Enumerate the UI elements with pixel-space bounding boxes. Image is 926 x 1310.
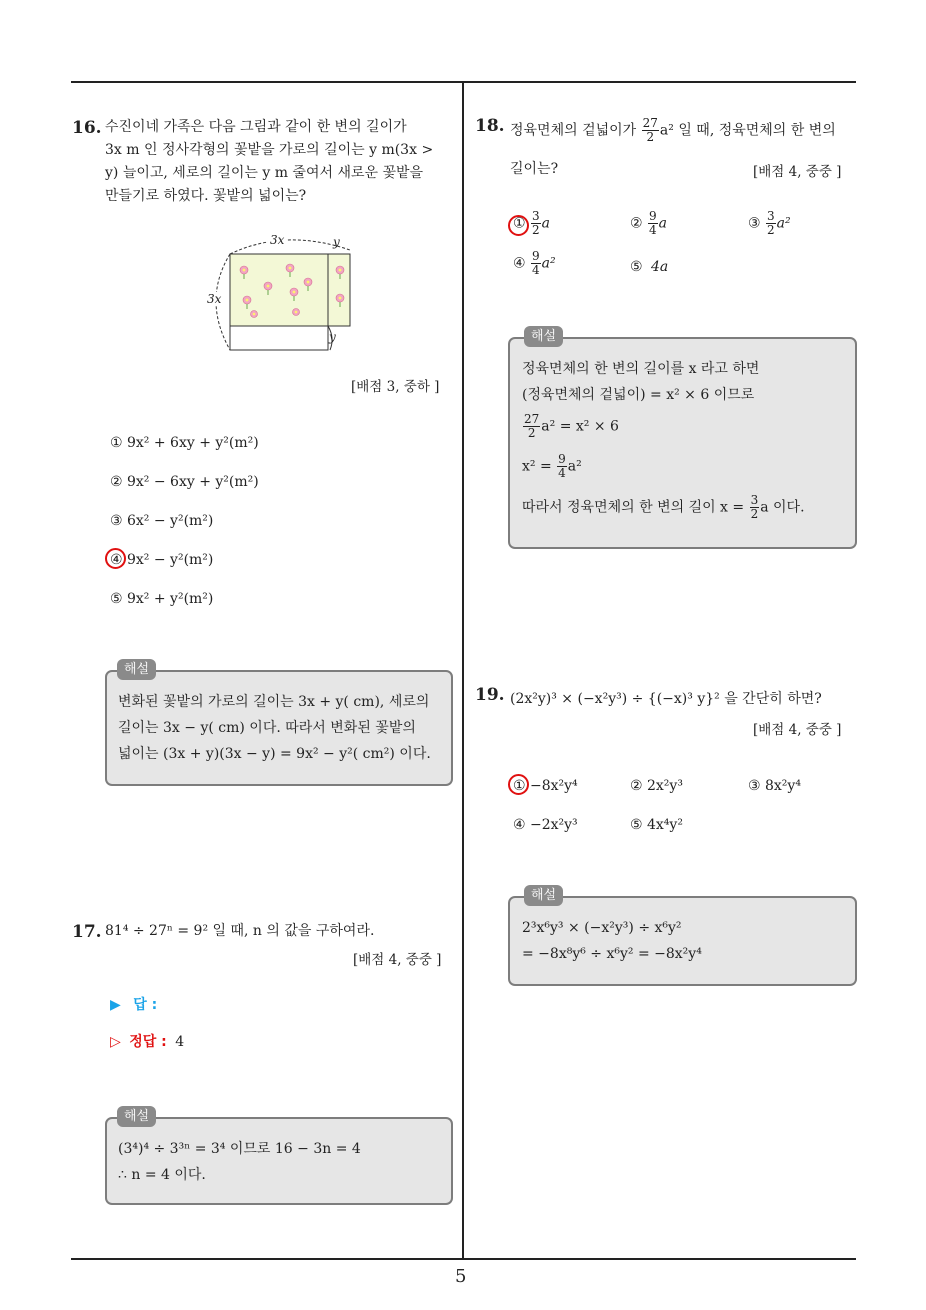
q18-text-part1: 정육면체의 겉넓이가 xyxy=(510,122,637,139)
q16-solution-line2: 길이는 3x − y( cm) 이다. 따라서 변화된 꽃밭의 xyxy=(118,720,416,736)
q19-choice-2[interactable]: ② 2x²y³ xyxy=(630,778,683,794)
q16-choice-5[interactable]: ⑤ 9x² + y²(m²) xyxy=(110,591,214,607)
bottom-rule xyxy=(71,1258,856,1260)
q18-score: [배점 4, 중중 ] xyxy=(753,164,842,180)
q18-choice-2-mark: ② xyxy=(630,215,643,232)
q19-answer-circle xyxy=(508,774,529,795)
q18-solution-line5 xyxy=(522,494,805,521)
q18-choice-3-den: 2 xyxy=(767,223,775,237)
q19-text: (2x²y)³ × (−x²y³) ÷ {(−x)³ y}² 을 간단히 하면? xyxy=(510,691,822,707)
q17-score: [배점 4, 중중 ] xyxy=(353,952,442,968)
fig-label-top-right: y xyxy=(333,235,340,249)
q18-choice-2-num: 9 xyxy=(649,209,657,223)
q18-choice-2-tail: a xyxy=(658,215,668,232)
q19-solution-tag: 해설 xyxy=(524,885,563,906)
q18-solution-line2: (정육면체의 겉넓이) = x² × 6 이므로 xyxy=(522,387,755,403)
q18-sol5-head: 따라서 정육면체의 한 변의 길이 x = xyxy=(522,499,745,516)
q16-text xyxy=(105,116,457,208)
q18-choice-3-num: 3 xyxy=(767,209,775,223)
q17-correct-value: 4 xyxy=(175,1034,185,1050)
q16-solution-line3: 넓이는 (3x + y)(3x − y) = 9x² − y²( cm²) 이다. xyxy=(118,746,431,762)
q18-choice-4[interactable] xyxy=(513,250,556,277)
q18-frac-num: 27 xyxy=(642,116,658,130)
q18-text-line2: 길이는? xyxy=(510,161,559,177)
q17-correct-label: 정답 : xyxy=(129,1034,167,1050)
q16-text-line4: 만들기로 하였다. 꽃밭의 넓이는? xyxy=(105,188,307,204)
q19-choice-3[interactable]: ③ 8x²y⁴ xyxy=(748,778,801,794)
q19-choice-4[interactable]: ④ −2x²y³ xyxy=(513,817,578,833)
q18-choice-4-mark: ④ xyxy=(513,255,526,272)
q16-score: [배점 3, 중하 ] xyxy=(351,379,440,395)
q18-choice-4-num: 9 xyxy=(532,249,540,263)
q17-text: 81⁴ ÷ 27ⁿ = 9² 일 때, n 의 값을 구하여라. xyxy=(105,923,375,939)
garden-removed xyxy=(230,326,328,350)
q18-choice-5-mark: ⑤ xyxy=(630,259,643,275)
q16-text-line1: 수진이네 가족은 다음 그림과 같이 한 변의 길이가 xyxy=(105,119,407,135)
q17-solution-line2: ∴ n = 4 이다. xyxy=(118,1167,206,1183)
q18-sol4-den: 4 xyxy=(558,466,566,480)
q18-choice-4-tail: a² xyxy=(541,255,556,272)
q18-choice-4-den: 4 xyxy=(532,263,540,277)
fig-label-left: 3x xyxy=(207,292,222,306)
q18-sol3-tail: a² = x² × 6 xyxy=(541,418,619,435)
q18-sol5-num: 3 xyxy=(750,493,759,507)
page-number: 5 xyxy=(455,1266,467,1287)
q18-choice-3[interactable] xyxy=(748,210,791,237)
q18-choice-5-tail: 4a xyxy=(651,259,669,275)
q17-correct-row xyxy=(110,1031,184,1051)
play-outline-icon: ▷ xyxy=(110,1034,121,1050)
q18-answer-circle xyxy=(508,215,529,236)
fig-label-top: 3x xyxy=(270,233,285,247)
q18-frac-den: 2 xyxy=(646,130,655,144)
q16-text-line2: 3x m 인 정사각형의 꽃밭을 가로의 길이는 y m(3x > xyxy=(105,142,434,158)
q16-number: 16. xyxy=(72,118,102,138)
q16-choice-1[interactable]: ① 9x² + 6xy + y²(m²) xyxy=(110,435,259,451)
q16-answer-circle xyxy=(105,548,126,569)
q17-solution-line1: (3⁴)⁴ ÷ 3³ⁿ = 3⁴ 이므로 16 − 3n = 4 xyxy=(118,1141,361,1157)
q18-choice-1-num: 3 xyxy=(532,209,540,223)
q18-solution-line1: 정육면체의 한 변의 길이를 x 라고 하면 xyxy=(522,361,760,377)
q18-text-line1 xyxy=(510,117,836,144)
q17-answer-row xyxy=(110,994,157,1014)
q18-sol4-head: x² = xyxy=(522,458,552,475)
q18-choice-2[interactable] xyxy=(630,210,667,237)
q18-sol5-tail: a 이다. xyxy=(760,499,805,516)
q16-text-line3: y) 늘이고, 세로의 길이는 y m 줄여서 새로운 꽃밭을 xyxy=(105,165,424,181)
q18-solution-tag: 해설 xyxy=(524,326,563,347)
q18-text-part2: a² 일 때, 정육면체의 한 변의 xyxy=(659,122,836,139)
q16-choice-3[interactable]: ③ 6x² − y²(m²) xyxy=(110,513,214,529)
q18-fraction xyxy=(642,117,659,144)
play-icon: ▶ xyxy=(110,997,121,1013)
q18-sol3-num: 27 xyxy=(524,412,540,426)
column-divider xyxy=(462,82,464,1260)
q18-choice-1-den: 2 xyxy=(532,223,540,237)
q18-sol5-den: 2 xyxy=(750,507,759,521)
garden-square xyxy=(230,254,328,326)
q18-choice-2-den: 4 xyxy=(649,223,657,237)
q18-choice-1-tail: a xyxy=(541,215,551,232)
q18-solution-line3 xyxy=(522,413,619,440)
garden-figure xyxy=(200,230,365,360)
q18-sol4-tail: a² xyxy=(567,458,582,475)
q18-number: 18. xyxy=(475,116,505,136)
q18-choice-1-mark: ① xyxy=(513,215,526,232)
q17-number: 17. xyxy=(72,922,102,942)
q19-choice-1[interactable]: ① −8x²y⁴ xyxy=(513,778,578,794)
q17-solution-tag: 해설 xyxy=(117,1106,156,1127)
q19-score: [배점 4, 중중 ] xyxy=(753,722,842,738)
q19-choice-5[interactable]: ⑤ 4x⁴y² xyxy=(630,817,683,833)
q16-choice-4[interactable]: ④ 9x² − y²(m²) xyxy=(110,552,214,568)
q16-choice-2[interactable]: ② 9x² − 6xy + y²(m²) xyxy=(110,474,259,490)
q18-choice-5[interactable] xyxy=(630,257,668,277)
q16-solution-tag: 해설 xyxy=(117,659,156,680)
q16-solution-line1: 변화된 꽃밭의 가로의 길이는 3x + y( cm), 세로의 xyxy=(118,694,430,710)
q18-solution-line4 xyxy=(522,453,582,480)
q18-choice-3-mark: ③ xyxy=(748,215,761,232)
q18-sol3-den: 2 xyxy=(527,426,536,440)
q19-number: 19. xyxy=(475,685,505,705)
q17-answer-label: 답 : xyxy=(133,997,158,1013)
q18-choice-3-tail: a² xyxy=(776,215,791,232)
fig-label-bottom-right: y xyxy=(329,330,336,344)
q18-sol4-num: 9 xyxy=(558,452,566,466)
garden-extension xyxy=(328,254,350,326)
q19-solution-line2: = −8x⁸y⁶ ÷ x⁶y² = −8x²y⁴ xyxy=(522,946,702,962)
q19-solution-line1: 2³x⁶y³ × (−x²y³) ÷ x⁶y² xyxy=(522,920,682,936)
